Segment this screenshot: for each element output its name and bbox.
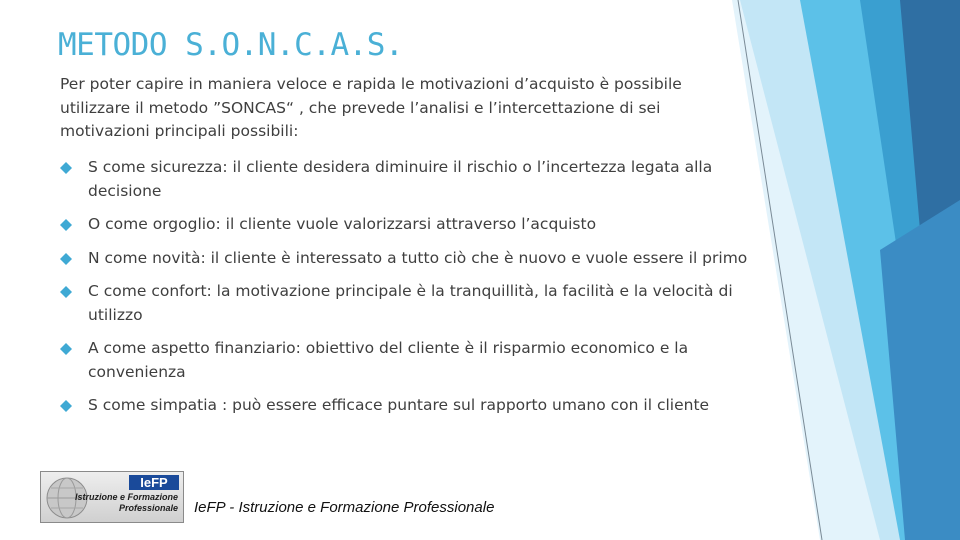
bullet-text: A come aspetto finanziario: obiettivo del cliente è il risparmio economico e la convenienza: [88, 339, 689, 381]
logo-line-1: Istruzione e Formazione: [74, 492, 178, 502]
bullet-item: [60, 280, 760, 327]
diamond-icon: [60, 286, 72, 298]
bullet-item: [60, 156, 760, 203]
bullet-item: [60, 337, 760, 384]
bullet-item: [60, 394, 760, 418]
footer-text: IeFP - Istruzione e Formazione Professionale: [194, 499, 495, 516]
bullet-text: N come novità: il cliente è interessato a tutto ciò che è nuovo e vuole essere il primo: [88, 248, 748, 267]
diamond-icon: [60, 253, 72, 265]
bullet-text: S come simpatia : può essere efficace puntare sul rapporto umano con il cliente: [88, 396, 710, 414]
logo-brand: IeFP: [129, 475, 179, 490]
bullet-item: [60, 213, 760, 237]
bullet-text: C come confort: la motivazione principale è la tranquillità, la facilità e la velocità di utilizzo: [88, 282, 733, 324]
diamond-icon: [60, 162, 72, 174]
bullet-text: S come sicurezza: il cliente desidera diminuire il rischio o l’incertezza legata alla decisione: [88, 158, 713, 200]
diamond-icon: [60, 219, 72, 231]
diamond-icon: [60, 400, 72, 412]
iefp-logo: [40, 471, 184, 523]
slide-title: METODO S.O.N.C.A.S.: [58, 27, 404, 63]
logo-line-2: Professionale: [118, 503, 178, 513]
bullet-item: [60, 247, 760, 271]
bullet-text: O come orgoglio: il cliente vuole valorizzarsi attraverso l’acquisto: [88, 215, 597, 233]
bullet-list: [60, 156, 760, 428]
intro-paragraph: Per poter capire in maniera veloce e rapida le motivazioni d’acquisto è possibile utilizzare il metodo ”SONCAS“ , che prevede l’analisi e l’intercettazione di sei motivazioni principali possibili:: [60, 75, 682, 140]
diamond-icon: [60, 343, 72, 355]
